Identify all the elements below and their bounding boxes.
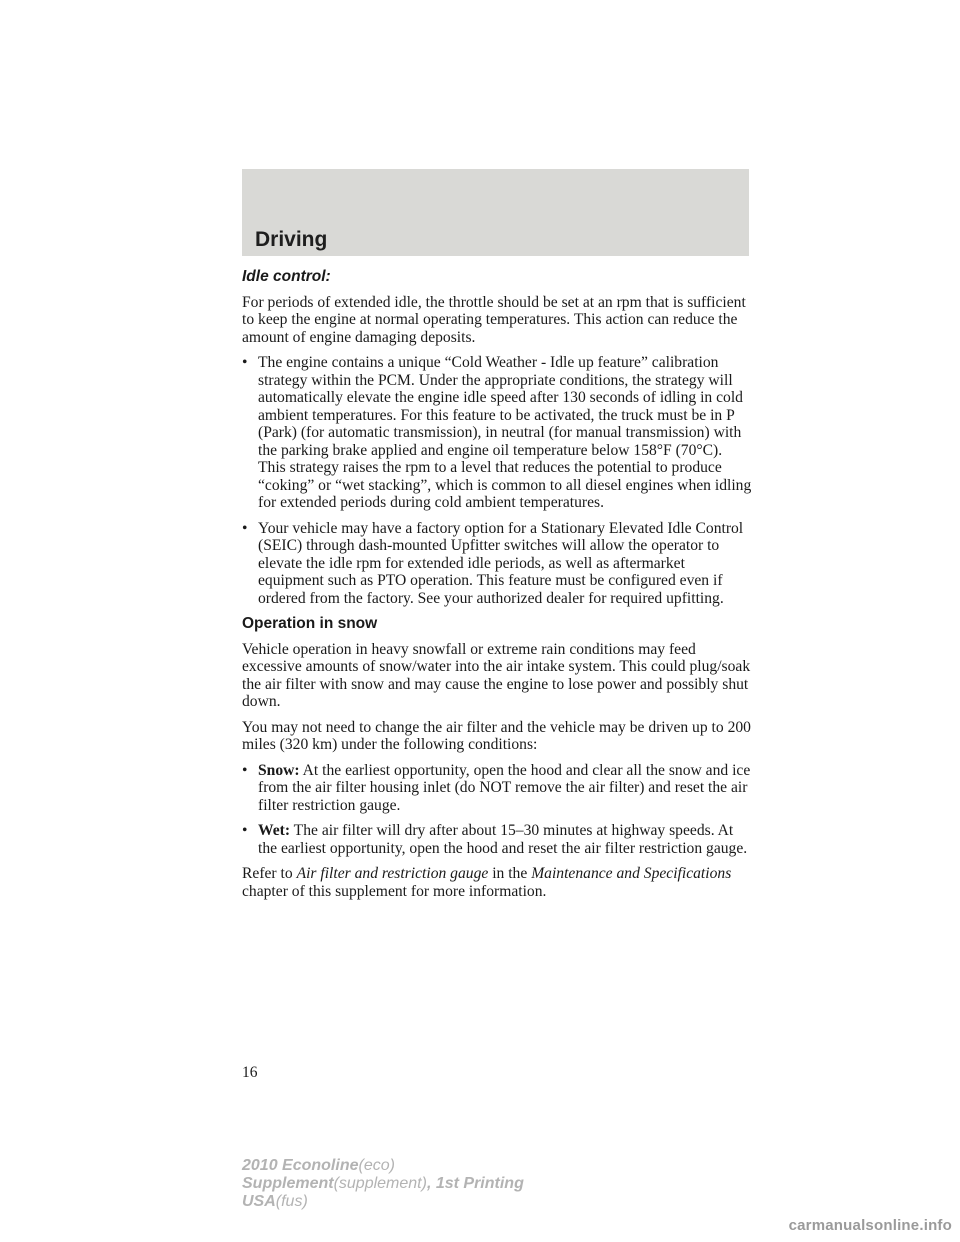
bullet-icon: • [242,822,248,839]
idle-control-intro: For periods of extended idle, the throttle should be set at an rpm that is sufficient to keep the engine at normal operating temperatures. This action can reduce the amount of engine damaging deposits. [242,293,746,346]
refer-prefix: Refer to [242,865,297,882]
operation-in-snow-heading: Operation in snow [242,615,378,632]
print-footer [242,1157,524,1211]
page-number: 16 [242,1064,258,1081]
section-title: Driving [255,228,328,251]
bullet-label: Wet: [258,822,291,839]
bullet-icon: • [242,761,248,779]
refer-paragraph [242,865,752,900]
bullet-icon: • [242,354,248,371]
idle-control-heading: Idle control: [242,268,331,285]
bullet-text: At the earliest opportunity, open the hood and clear all the snow and ice from the air filter housing inlet (do NOT remove the air filter) and reset the air filter restriction gauge. [258,761,751,814]
refer-mid: in the [488,865,532,882]
refer-suffix: chapter of this supplement for more information. [242,882,547,900]
list-item [242,822,752,857]
snow-paragraph-1: Vehicle operation in heavy snowfall or extreme rain conditions may feed excessive amounts of snow/water into the air intake system. This could plug/soak the air filter with snow and may cause the engine to lose power and possibly shut down. [242,640,751,710]
snow-paragraph-2: You may not need to change the air filter and the vehicle may be driven up to 200 miles (320 km) under the following conditions: [242,718,751,753]
bullet-icon: • [242,519,248,537]
bullet-text: The air filter will dry after about 15–30 minutes at highway speeds. At the earliest opportunity, open the hood and reset the air filter restriction gauge. [258,822,748,857]
footer-line-3: USA(fus) [242,1193,308,1210]
list-item [242,762,752,815]
list-item [242,520,752,608]
list-item [242,354,752,512]
footer-line-1: 2010 Econoline(eco) [242,1157,395,1174]
refer-air-filter-link: Air filter and restriction gauge [296,865,489,882]
bullet-label: Snow: [258,761,300,779]
bullet-text: Your vehicle may have a factory option for a Stationary Elevated Idle Control (SEIC) through dash-mounted Upfitter switches will allow the operator to elevate the idle rpm for extended idle periods, as well as aftermarket equipment such as PTO operation. This feature must be configured even if ordered from the factory. See your authorized dealer for required upfitting. [258,519,744,607]
footer-line-2: Supplement(supplement), 1st Printing [242,1175,524,1192]
bullet-text: The engine contains a unique “Cold Weather - Idle up feature” calibration strategy within the PCM. Under the appropriate conditions, the strategy will automatically elevate the engine idle speed after 130 seconds of idling in cold ambient temperatures. For this feature to be activated, the truck must be in P (Park) (for automatic transmission), in neutral (for manual transmission) with the parking brake applied and engine oil temperature below 158°F (70°C). This strategy raises the rpm to a level that reduces the potential to produce “coking” or “wet stacking”, which is common to all diesel engines when idling for extended periods during cold ambient temperatures. [258,354,752,511]
page-content [242,268,752,908]
site-watermark: carmanualsonline.info [788,1217,952,1234]
refer-maintenance-link: Maintenance and Specifications [531,865,732,882]
